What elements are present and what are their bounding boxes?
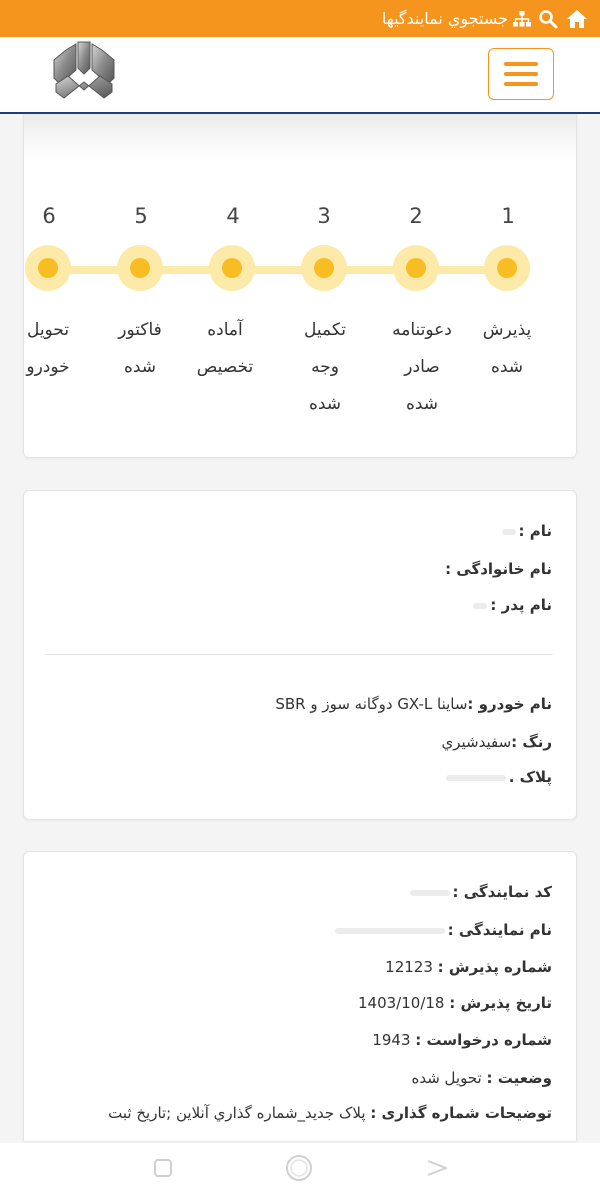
- step-dot-payment: [301, 245, 347, 291]
- saipa-logo[interactable]: [48, 38, 120, 102]
- home-icon[interactable]: [566, 8, 588, 30]
- recent-apps-icon[interactable]: [148, 1153, 178, 1183]
- step-number: 6: [42, 204, 56, 228]
- step-label: پذيرش شده: [482, 320, 532, 377]
- car-name-row: [275, 695, 552, 713]
- receipt-number-value: 12123: [385, 958, 433, 976]
- step-number: 2: [409, 204, 423, 228]
- header: [0, 37, 600, 114]
- receipt-number-label: شماره پذیرش :: [437, 958, 552, 976]
- step-label: دعوتنامه صادر شده: [392, 320, 452, 414]
- step-dot-accepted: [484, 245, 530, 291]
- step-dot-delivery: [25, 245, 71, 291]
- step-label: آماده تخصيص: [196, 320, 254, 377]
- car-color-label: رنگ :: [511, 733, 552, 751]
- plate-desc-row: [108, 1104, 552, 1122]
- agency-name-label: نام نمایندگی :: [447, 921, 552, 939]
- owner-name-row: [499, 522, 552, 540]
- plate-desc-value: پلاک جديد_شماره گذاري آنلاين ;تاريخ ثبت: [108, 1104, 366, 1122]
- step-number: 4: [226, 204, 240, 228]
- receipt-date-row: [358, 994, 552, 1012]
- agency-name-row: [332, 921, 552, 939]
- car-color-value: سفيدشيري: [441, 733, 512, 751]
- menu-button[interactable]: [488, 48, 554, 100]
- plate-desc-label: توضیحات شماره گذاری :: [370, 1104, 552, 1122]
- step-label: تحويل خودرو: [26, 320, 70, 377]
- car-plate-label: پلاک .: [508, 768, 552, 786]
- hamburger-icon: [504, 62, 538, 66]
- car-name-label: نام خودرو :: [467, 695, 552, 713]
- step-dot-invitation: [393, 245, 439, 291]
- sitemap-icon[interactable]: [512, 9, 532, 29]
- receipt-date-label: تاریخ پذیرش :: [449, 994, 552, 1012]
- divider: [45, 654, 553, 655]
- system-nav-bar: [0, 1143, 600, 1200]
- request-number-value: 1943: [372, 1031, 411, 1049]
- car-name-value: ساينا GX-L دوگانه سوز و SBR: [275, 695, 468, 713]
- car-plate-row: [443, 768, 552, 786]
- owner-name-label: نام :: [518, 522, 552, 540]
- receipt-number-row: [385, 958, 552, 976]
- step-number: 5: [134, 204, 148, 228]
- status-label: وضعیت :: [486, 1069, 552, 1087]
- request-number-row: [372, 1031, 552, 1049]
- step-label: تكميل وجه شده: [304, 320, 346, 414]
- request-number-label: شماره درخواست :: [415, 1031, 552, 1049]
- top-bar: [0, 0, 600, 37]
- step-dot-invoiced: [117, 245, 163, 291]
- owner-family-label: نام خانوادگی :: [445, 560, 552, 578]
- step-label: فاكتور شده: [118, 320, 162, 377]
- car-color-row: [441, 733, 552, 751]
- back-icon[interactable]: [422, 1153, 452, 1183]
- step-number: 3: [317, 204, 331, 228]
- agency-code-row: [407, 883, 552, 901]
- status-row: [411, 1069, 552, 1087]
- agency-code-label: کد نمایندگی :: [452, 883, 552, 901]
- home-circle-icon[interactable]: [284, 1153, 314, 1183]
- search-icon[interactable]: [538, 9, 558, 29]
- dealer-search-link[interactable]: جستجوي نمايندگيها: [381, 9, 508, 28]
- owner-father-row: [470, 596, 552, 614]
- owner-father-label: نام پدر :: [490, 596, 552, 614]
- owner-family-row: [445, 560, 552, 578]
- receipt-date-value: 1403/10/18: [358, 994, 445, 1012]
- step-number: 1: [501, 204, 515, 228]
- status-value: تحويل شده: [411, 1069, 482, 1087]
- step-dot-allocation: [209, 245, 255, 291]
